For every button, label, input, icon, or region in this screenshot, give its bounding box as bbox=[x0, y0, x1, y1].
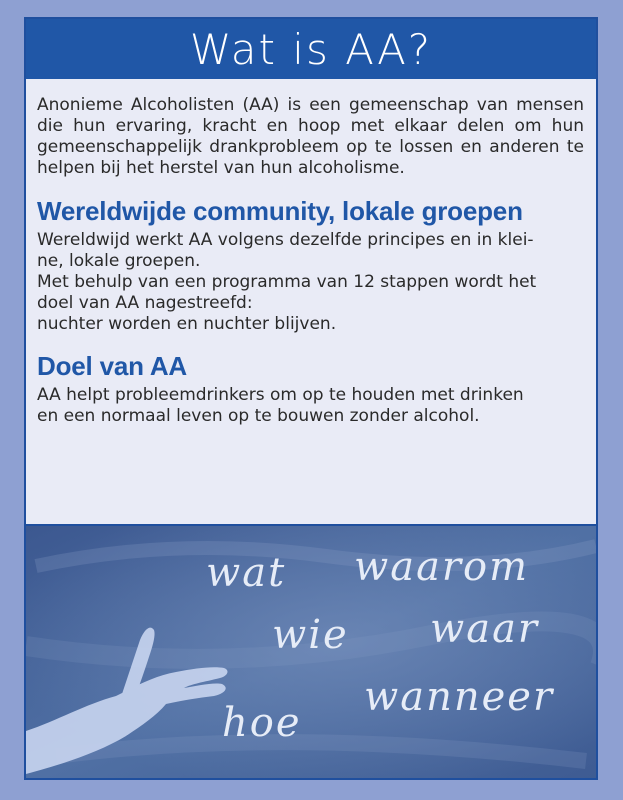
chalk-word-hoe: hoe bbox=[222, 700, 302, 746]
chalk-word-waar: waar bbox=[430, 606, 540, 652]
page-title: Wat is AA? bbox=[189, 24, 433, 74]
community-line: nuchter worden en nuchter blijven. bbox=[37, 314, 337, 334]
goal-line: en een normaal leven op te bouwen zonder alcohol. bbox=[37, 406, 480, 426]
community-paragraph-2 bbox=[37, 272, 584, 335]
goal-paragraph bbox=[37, 385, 584, 427]
community-line: ne, lokale groepen. bbox=[37, 251, 201, 271]
info-card bbox=[24, 17, 598, 780]
blackboard-illustration bbox=[26, 526, 596, 778]
section-heading-community: Wereldwijde community, lokale groepen bbox=[37, 196, 523, 226]
community-line: Met behulp van een programma van 12 stappen wordt het bbox=[37, 272, 537, 292]
chalk-word-waarom: waarom bbox=[354, 544, 530, 590]
goal-line: AA helpt probleemdrinkers om op te houden met drinken bbox=[37, 385, 524, 405]
card-body bbox=[26, 79, 596, 427]
community-line: Wereldwijd werkt AA volgens dezelfde principes en in klei- bbox=[37, 230, 534, 250]
title-banner bbox=[26, 19, 596, 79]
chalk-word-wie: wie bbox=[272, 612, 349, 658]
chalk-word-wat: wat bbox=[206, 550, 287, 596]
section-heading-goal: Doel van AA bbox=[37, 351, 187, 381]
intro-paragraph: Anonieme Alcoholisten (AA) is een gemeenschap van mensen die hun ervaring, kracht en hoop met elkaar delen om hun gemeenschappelijk drankprobleem op te lossen en anderen te helpen bij het herstel van hun alcoholisme. bbox=[37, 95, 584, 178]
chalk-word-wanneer: wanneer bbox=[364, 674, 555, 720]
blackboard-image bbox=[26, 524, 596, 778]
community-paragraph-1 bbox=[37, 230, 584, 272]
community-line: doel van AA nagestreefd: bbox=[37, 293, 253, 313]
